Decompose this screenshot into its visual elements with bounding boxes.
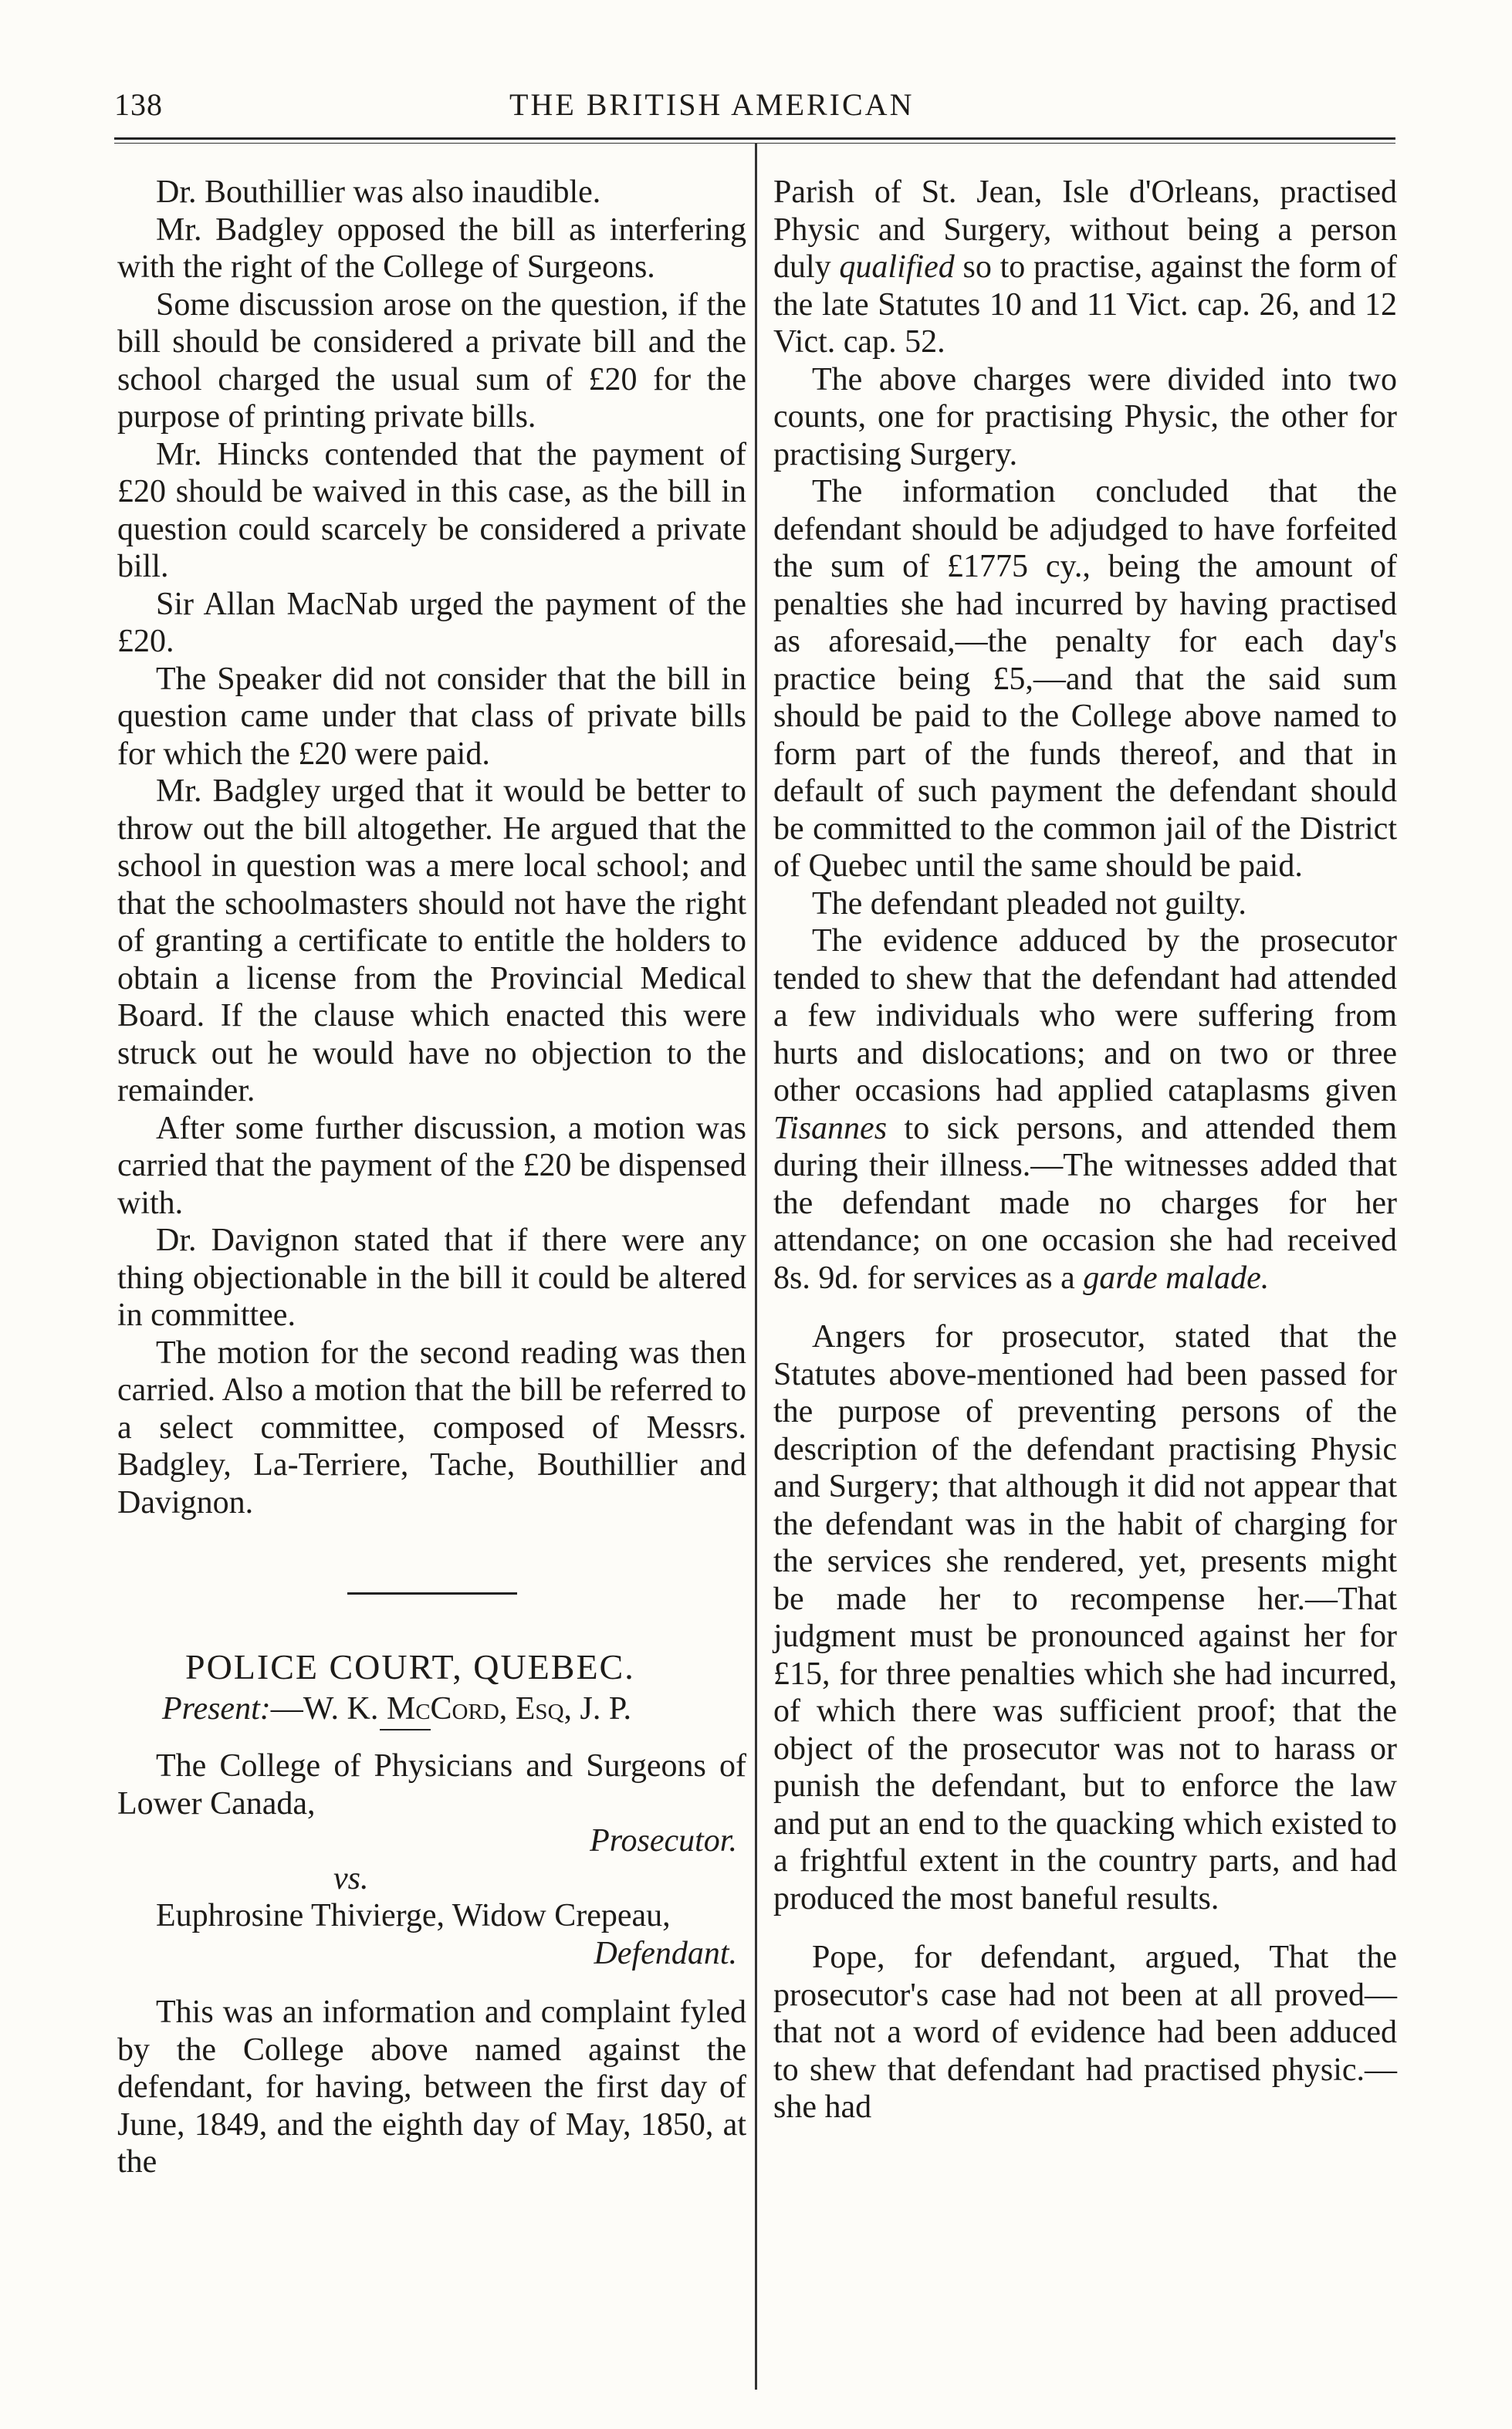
paragraph: The defendant pleaded not guilty.	[812, 885, 1246, 922]
paragraph: Pope, for defendant, argued, That the prosecutor's case had not been at all proved—that not a word of evidence had been adduced to shew that defendant had practised physic.—she had	[773, 1940, 1397, 2125]
paragraph: The motion for the second reading was then carried. Also a motion that the bill be referred to a select committee, composed of Messrs. Badgley, La-Terriere, Tache, Bouthillier and Davignon.	[117, 1335, 746, 1521]
case-plaintiff: The College of Physicians and Surgeons of Lower Canada,	[117, 1748, 746, 1822]
paragraph: Mr. Badgley urged that it would be better to throw out the bill altogether. He argued that the school in question was a mere local school; and that the schoolmasters should not have the right of granting a certificate to entitle the holders to obtain a license from the Provincial Medical Board. If the clause which enacted this were struck out he would have no objection to the remainder.	[117, 773, 746, 1108]
prosecutor-label: Prosecutor.	[590, 1823, 737, 1859]
paragraph: The above charges were divided into two counts, one for practising Physic, the other for practising Surgery.	[773, 361, 1397, 472]
paragraph: Some discussion arose on the question, if the bill should be considered a private bill and the school charged the usual sum of £20 for the purpose of printing private bills.	[117, 286, 746, 435]
versus: vs.	[333, 1860, 369, 1896]
left-column	[117, 174, 746, 2181]
italic-text: qualified	[839, 249, 955, 285]
paragraph: Sir Allan MacNab urged the payment of the £20.	[117, 586, 746, 659]
present-label: Present:	[162, 1691, 271, 1727]
italic-text: garde malade.	[1083, 1260, 1270, 1296]
paragraph: Dr. Bouthillier was also inaudible.	[156, 174, 601, 210]
text-run: Parish of St. Jean, Isle d'Orleans, practised Physic and Surgery, without being a person duly	[773, 174, 1397, 285]
section-separator	[347, 1592, 517, 1595]
right-column	[773, 174, 1397, 2126]
present-line	[117, 1689, 746, 1729]
italic-text: Tisannes	[773, 1110, 888, 1146]
case-defendant: Euphrosine Thivierge, Widow Crepeau,	[156, 1898, 671, 1933]
column-divider	[755, 144, 757, 2390]
paragraph: Dr. Davignon stated that if there were any thing objectionable in the bill it could be altered in committee.	[117, 1223, 746, 1333]
defendant-label: Defendant.	[594, 1935, 737, 1971]
running-title: THE BRITISH AMERICAN	[509, 87, 915, 122]
paragraph: The information concluded that the defendant should be adjudged to have forfeited the sum of £1775 cy., being the amount of penalties she had incurred by having practised as aforesaid,—the penalty for each day's practice being £5,—and that the said sum should be paid to the College above named to form part of the funds thereof, and that in default of such payment the defendant should be committed to the common jail of the District of Quebec until the same should be paid.	[773, 474, 1397, 884]
spacer	[773, 1297, 1397, 1318]
header-rule	[114, 137, 1395, 144]
paragraph: Mr. Badgley opposed the bill as interfering with the right of the College of Surgeons.	[117, 211, 746, 285]
text-run: to sick persons, and attended them during their illness.—The witnesses added that the defendant made no charges for her attendance; on one occasion she had received 8s. 9d. for services as a	[773, 1110, 1397, 1296]
paragraph: Mr. Hincks contended that the payment of £20 should be waived in this case, as the bill in question could scarcely be considered a private bill.	[117, 436, 746, 584]
section-title: POLICE COURT, QUEBEC.	[185, 1647, 635, 1686]
magistrate-name: —W. K. McCord, Esq, J. P.	[270, 1691, 632, 1727]
paragraph: Angers for prosecutor, stated that the Statutes above-mentioned had been passed for the purpose of preventing persons of the description of the defendant practising Physic and Surgery; that although it did not appear that the defendant was in the habit of charging for the services she rendered, yet, presents might be made her to recompense her.—That judgment must be pronounced against her for £15, for three penalties which she had incurred, of which there was sufficient proof; that the object of the prosecutor was not to harass or punish the defendant, but to enforce the law and put an end to the quacking which existed to a frightful extent in the country parts, and had produced the most baneful results.	[773, 1319, 1397, 1916]
paragraph: After some further discussion, a motion was carried that the payment of the £20 be dispensed with.	[117, 1110, 746, 1221]
text-run: The evidence adduced by the prosecutor tended to shew that the defendant had attended a few individuals who were suffering from hurts and dislocations; and on two or three other occasions had applied cataplasms given	[773, 923, 1397, 1108]
paragraph: This was an information and complaint fyled by the College above named against the defendant, for having, between the first day of June, 1849, and the eighth day of May, 1850, at the	[117, 1994, 746, 2180]
spacer	[117, 1972, 746, 1994]
text-run: so to practise, against the form of the late Statutes 10 and 11 Vict. cap. 26, and 12 Vict. cap. 52.	[773, 249, 1397, 360]
spacer	[773, 1917, 1397, 1939]
paragraph: The Speaker did not consider that the bill in question came under that class of private bills for which the £20 were paid.	[117, 661, 746, 772]
paragraph	[773, 922, 1397, 1297]
paragraph	[773, 174, 1397, 361]
short-rule	[380, 1729, 431, 1730]
page-number: 138	[114, 87, 163, 122]
